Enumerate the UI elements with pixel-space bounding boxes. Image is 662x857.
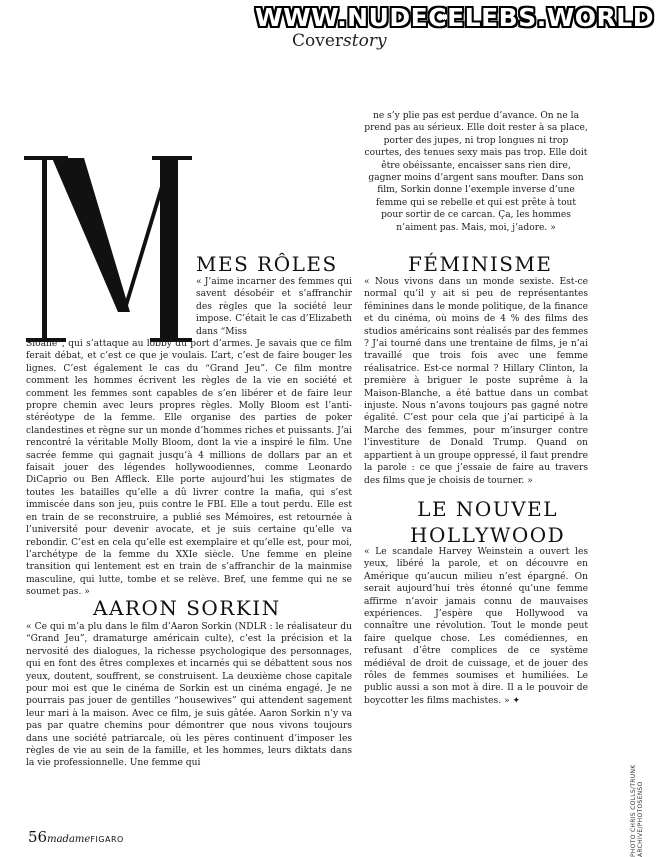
heading-nouvel-hollywood <box>410 496 565 548</box>
mes-roles-body-text: Sloane”, qui s’attaque au lobby du port d’armes. Je savais que ce film ferait débat, et c’est ce que je voulais. L’art, c’est de faire bouger les lignes. C’est également le cas du “Grand Jeu”. Ce film montre comment les hommes écrivent les règles de la vie en société et comment les femmes sont capables de s’en libérer et de faire leur propre chemin avec leurs propres règles. Molly Bloom est l’anti-stéréotype de la femme. Elle organise des parties de poker clandestines et règne sur un monde d’hommes riches et puissants. J’ai rencontré la véritable Molly Bloom, dont la vie a inspiré le film. Une sacrée femme qui gagnait jusqu’à 4 millions de dollars par an et faisait jouer des légendes hollywoodiennes, comme Leonardo DiCaprio ou Ben Affleck. Elle porte aujourd’hui les stigmates de toutes les batailles qu’elle a dû livrer contre la mafia, qui s’est immiscée dans son jeu, puis contre le FBI. Elle a tout perdu. Elle est en train de se reconstruire, a publié ses Mémoires, est retournée à l’université pour devenir avocate, et je suis certaine qu’elle va rebondir. C’est en cela qu’elle est exemplaire et qu’elle est, pour moi, l’archétype de la femme du XXIe siècle. Une femme en pleine transition qui lentement est en train de s’affranchir de la mainmise masculine, qui lutte, tombe et se relève. Bref, une femme qui ne se soumet pas. » <box>26 339 352 598</box>
magazine-name: madame <box>47 834 91 845</box>
section-label <box>292 31 387 51</box>
heading-aaron-sorkin: AARON SORKIN <box>93 596 281 620</box>
aaron-sorkin-body <box>26 621 352 770</box>
feminisme-body <box>364 276 588 487</box>
mes-roles-intro-text: « J’aime incarner des femmes qui savent désobéir et s’affranchir des règles que la société leur impose. C’était le cas d’Elizabeth dans “Miss <box>196 277 352 337</box>
aaron-sorkin-body-text: « Ce qui m’a plu dans le film d’Aaron Sorkin (NDLR : le réalisateur du “Grand Jeu”, dramaturge américain culte), c’est la précision et la nervosité des dialogues, la richesse psychologique des personnages, qui en font des êtres complexes et incarnés qui se débattent sous nos yeux, doutent, souffrent, se construisent. La deuxième chose capitale pour moi est que le cinéma de Sorkin est un cinéma engagé. Je ne pourrais pas jouer de gentilles “housewives” qui attendent sagement leur mari à la maison. Avec ce film, je suis gâtée. Aaron Sorkin n’y va pas par quatre chemins pour démontrer que nous vivons toujours dans une société patriarcale, où les pères continuent d’imposer les règles de vie au sein de la famille, et les hommes, leurs diktats dans la vie professionnelle. Une femme qui <box>26 622 352 769</box>
heading-feminisme: FÉMINISME <box>408 252 553 276</box>
heading-nouvel-hollywood-line2: HOLLYWOOD <box>410 523 566 547</box>
dropcap-m-graphic <box>22 152 194 347</box>
folio <box>28 827 124 846</box>
heading-mes-roles: MES RÔLES <box>196 252 338 276</box>
nouvel-hollywood-body-text: « Le scandale Harvey Weinstein a ouvert les yeux, libéré la parole, et on découvre en Amérique qu’aucun milieu n’est épargné. On serait aujourd’hui très étonné qu’une femme affirme n’avoir jamais connu de mauvaises expériences. J’espère que Hollywood va connaître une révolution. Tout le monde peut faire quelque chose. Les comédiennes, en refusant d’être complices de ce système médiéval de droit de cuissage, et de jouer des rôles de femmes soumises et humiliées. Le public aussi a son mot à dire. Il a le pouvoir de boycotter les films machistes. » ✦ <box>364 547 588 706</box>
nouvel-hollywood-body <box>364 546 588 707</box>
heading-nouvel-hollywood-line1: LE NOUVEL <box>417 497 559 521</box>
mes-roles-intro <box>196 276 352 338</box>
section-label-suffix: story <box>343 31 387 51</box>
watermark: WWW.NUDECELEBS.WORLD <box>255 3 654 32</box>
magazine-brand: FIGARO <box>90 835 124 844</box>
continuation-body-text: ne s’y plie pas est perdue d’avance. On ne la prend pas au sérieux. Elle doit rester à sa place, porter des jupes, ni trop longues ni trop courtes, des tenues sexy mais pas trop. Elle doit être obéissante, encaisser sans rien dire, gagner moins d’argent sans moufter. Dans son film, Sorkin donne l’exemple inverse d’une femme qui se rebelle et qui est prête à tout pour sortir de ce carcan. Ça, les hommes n’aiment pas. Mais, moi, j’adore. » <box>364 111 588 233</box>
photo-credit: PHOTO CHRIS COLLS/TRUNK ARCHIVE/PHOTOSENSO <box>630 764 644 857</box>
mes-roles-body <box>26 338 352 599</box>
continuation-body <box>364 110 588 234</box>
feminisme-body-text: « Nous vivons dans un monde sexiste. Est-ce normal qu’il y ait si peu de représentantes féminines dans le monde politique, de la finance et du cinéma, où moins de 4 % des films des studios américains sont réalisés par des femmes ? J’ai tourné dans une trentaine de films, je n’ai travaillé que trois fois avec une femme réalisatrice. Est-ce normal ? Hillary Clinton, la première à briguer le poste suprême à la Maison-Blanche, a été battue dans un combat injuste. Nous n’avons toujours pas gagné notre égalité. C’est pour cela que j’ai participé à la Marche des femmes, pour m’insurger contre l’investiture de Donald Trump. Quand on appartient à un groupe oppressé, il faut prendre la parole : ce que j’essaie de faire au travers des films que je choisis de tourner. » <box>364 277 588 486</box>
section-label-prefix: Cover <box>292 31 344 51</box>
page-number: 56 <box>28 828 48 846</box>
